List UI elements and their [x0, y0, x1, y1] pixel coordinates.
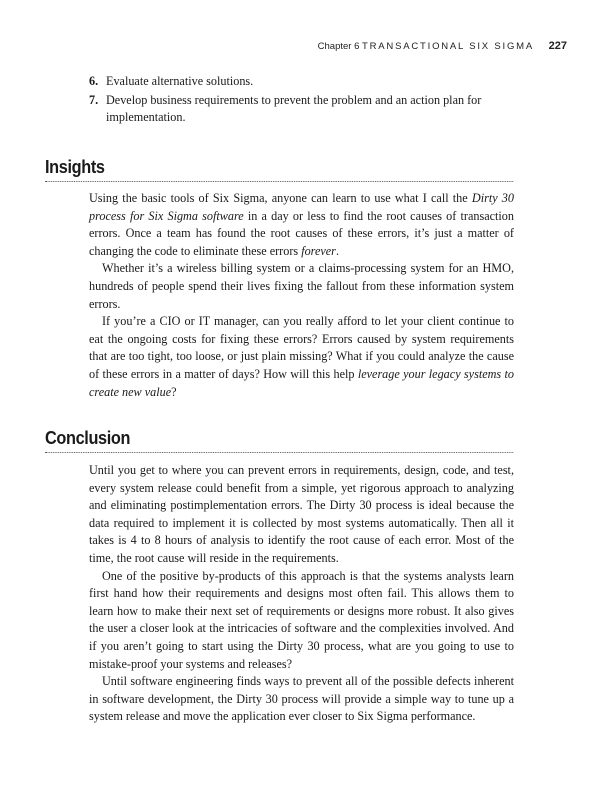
section-title: TRANSACTIONAL SIX SIGMA: [362, 41, 534, 52]
page-number: 227: [548, 40, 567, 52]
text-run: Using the basic tools of Six Sigma, anyone can learn to use what I call the: [89, 191, 472, 205]
list-item-text: Evaluate alternative solutions.: [106, 74, 254, 88]
list-item: [89, 73, 514, 90]
steps-list: [89, 73, 514, 128]
insights-body: [89, 190, 514, 401]
text-run: ?: [171, 384, 177, 399]
list-item-number: 7.: [89, 92, 99, 107]
insights-paragraph: [89, 313, 514, 401]
emphasis-text: leverage your legacy systems to create new value: [89, 366, 514, 399]
chapter-label: Chapter 6: [317, 41, 360, 52]
list-item-text: Develop business requirements to prevent the problem and an action plan for implementation.: [106, 92, 482, 125]
list-item: [89, 92, 514, 127]
conclusion-paragraph: Until software engineering finds ways to prevent all of the possible defects inherent in software development, the Dirty 30 process will provide a simple way to tune up a system release and move the application ever closer to Six Sigma performance.: [89, 674, 514, 724]
insights-paragraph: Whether it’s a wireless billing system or a claims-processing system for an HMO, hundreds of people spend their lives fixing the fallout from these information system errors.: [89, 261, 514, 311]
conclusion-heading: Conclusion: [45, 427, 513, 453]
conclusion-paragraph: Until you get to where you can prevent errors in requirements, design, code, and test, every system release could benefit from a simple, yet rigorous approach to analyzing and eliminating postimplementation errors. The Dirty 30 process is ideal because the data required to implement it is collected by most systems automatically. Then all it takes is 4 to 8 hours of analysis to identify the root cause of each error. Most of the time, the root cause will reside in the requirements.: [89, 463, 514, 565]
conclusion-body: [89, 462, 514, 726]
emphasis-text: Dirty 30 process for Six Sigma software: [89, 191, 514, 223]
running-head: [318, 40, 567, 52]
list-item-number: 6.: [89, 74, 99, 88]
text-run: .: [335, 243, 339, 258]
conclusion-paragraph: One of the positive by-products of this approach is that the systems analysts learn first hand how their requirements and designs most often fail. This allows them to learn how to make their next set of requirements or designs more robust. It also gives the user a closer look at the intricacies of software and the complexities involved. And if you aren’t going to start using the Dirty 30 process, what are you going to use to mistake-proof your systems and releases?: [89, 568, 514, 671]
insights-heading: Insights: [45, 156, 513, 182]
text-run: in a day or less to find the root causes of transaction errors. Once a team has found the root causes of these errors, it’s just a matter of changing the code to eliminate these errors: [89, 208, 514, 258]
insights-paragraph: [89, 190, 514, 260]
emphasis-text: forever: [301, 243, 336, 258]
text-run: If you’re a CIO or IT manager, can you really afford to let your client continue to eat the ongoing costs for fixing these errors? Errors caused by system requirements that are too tight, too loose, or just plain missing? What if you could analyze the cause of these errors in a matter of days? How will this help: [89, 314, 514, 381]
